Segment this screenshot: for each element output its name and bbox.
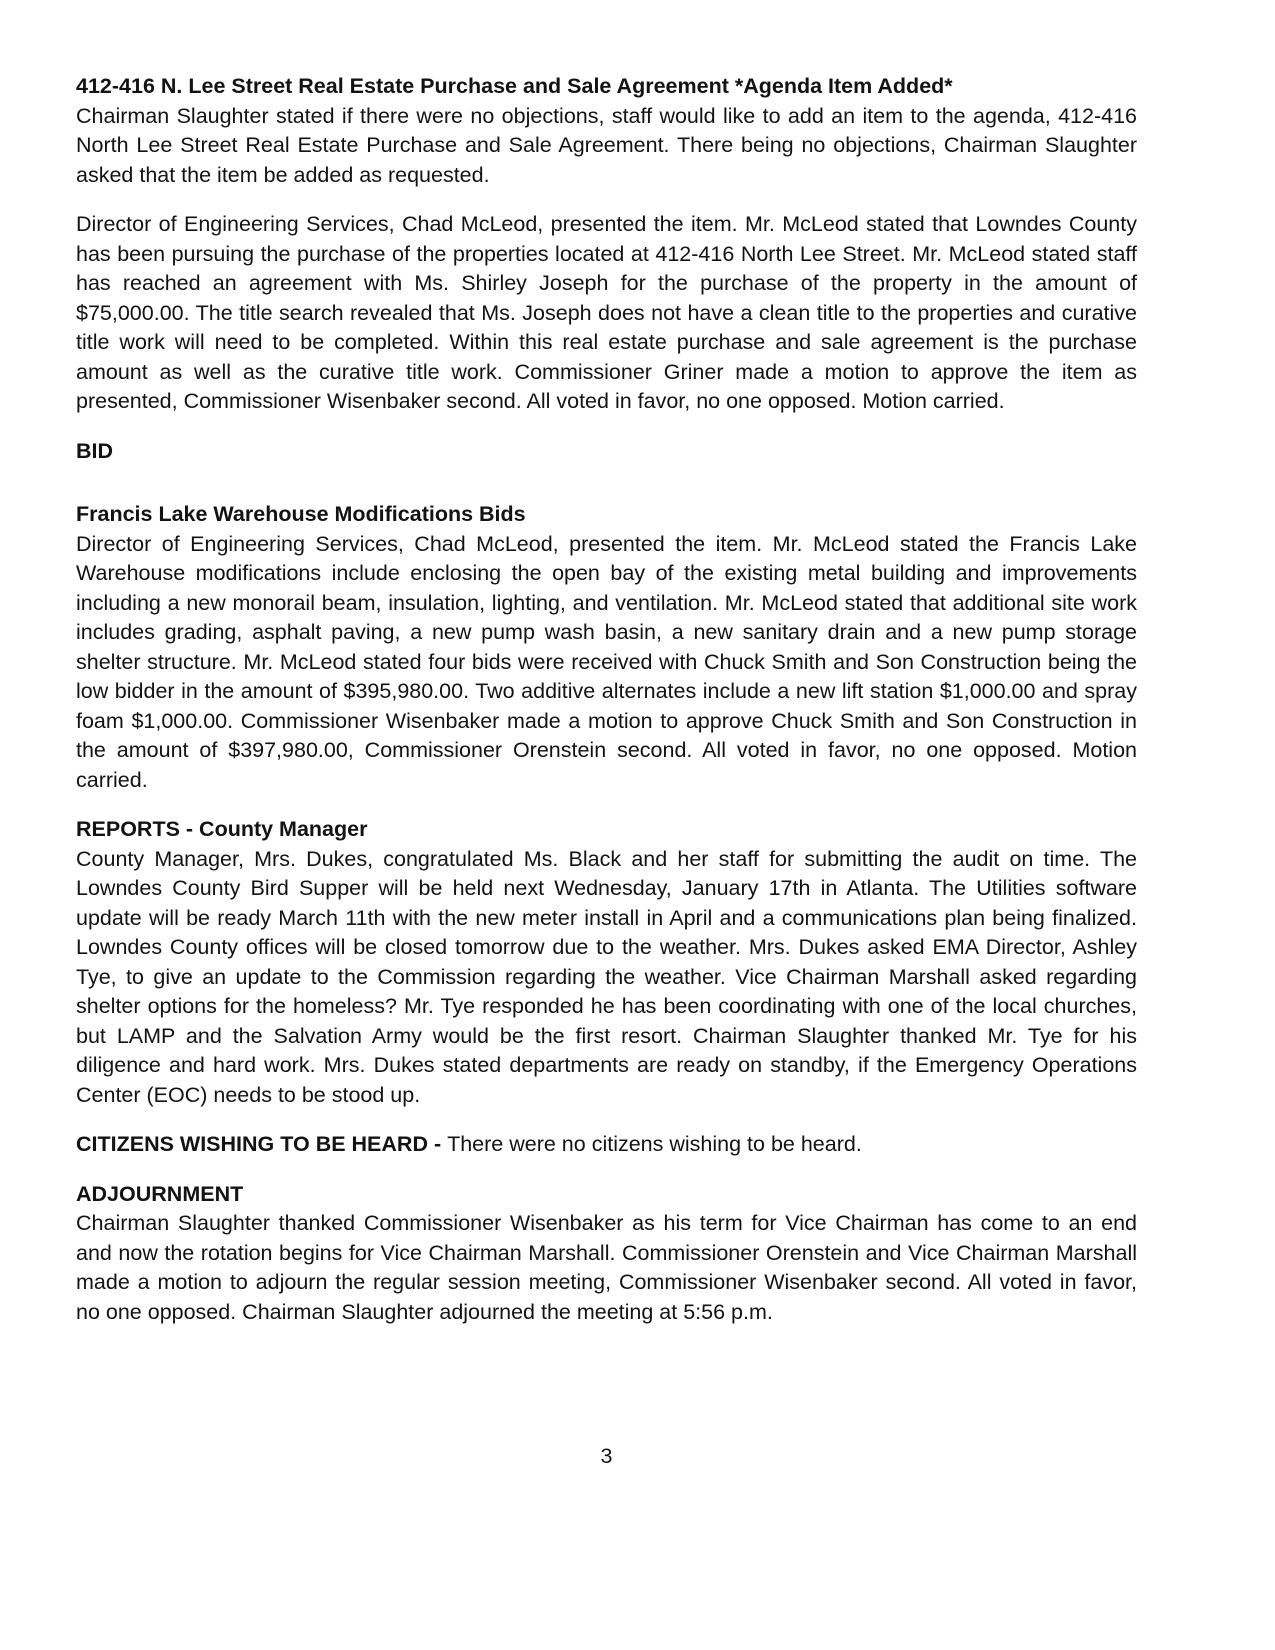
francis-lake-paragraph: Director of Engineering Services, Chad McLeod, presented the item. Mr. McLeod stated the Francis Lake Warehouse modifications include enclosing the open bay of the existing metal building and improvements including a new monorail beam, insulation, lighting, and ventilation. Mr. McLeod stated that additional site work includes grading, asphalt paving, a new pump wash basin, a new sanitary drain and a new pump storage shelter structure. Mr. McLeod stated four bids were received with Chuck Smith and Son Construction being the low bidder in the amount of $395,980.00. Two additive alternates include a new lift station $1,000.00 and spray foam $1,000.00. Commissioner Wisenbaker made a motion to approve Chuck Smith and Son Construction in the amount of $397,980.00, Commissioner Orenstein second. All voted in favor, no one opposed. Motion carried. [76, 531, 1137, 792]
reports-paragraph: County Manager, Mrs. Dukes, congratulated Ms. Black and her staff for submitting the audit on time. The Lowndes County Bird Supper will be held next Wednesday, January 17th in Atlanta. The Utilities software update will be ready March 11th with the new meter install in April and a communications plan being finalized. Lowndes County offices will be closed tomorrow due to the weather. Mrs. Dukes asked EMA Director, Ashley Tye, to give an update to the Commission regarding the weather. Vice Chairman Marshall asked regarding shelter options for the homeless? Mr. Tye responded he has been coordinating with one of the local churches, but LAMP and the Salvation Army would be the first resort. Chairman Slaughter thanked Mr. Tye for his diligence and hard work. Mrs. Dukes stated departments are ready on standby, if the Emergency Operations Center (EOC) needs to be stood up. [76, 846, 1137, 1107]
section-adjournment [76, 1180, 1137, 1328]
section-reports-county-manager [76, 815, 1137, 1110]
bid-heading: BID [76, 438, 114, 463]
citizens-line [76, 1130, 1137, 1160]
citizens-text: There were no citizens wishing to be heard. [447, 1132, 862, 1156]
page-number: 3 [600, 1444, 613, 1468]
lee-street-paragraph-1: Chairman Slaughter stated if there were no objections, staff would like to add an item to the agenda, 412-416 North Lee Street Real Estate Purchase and Sale Agreement. There being no objections, Chairman Slaughter asked that the item be added as requested. [76, 103, 1137, 187]
section-francis-lake-bids [76, 500, 1137, 795]
section-citizens-wishing-to-be-heard [76, 1130, 1137, 1160]
lee-street-heading: 412-416 N. Lee Street Real Estate Purchase and Sale Agreement *Agenda Item Added* [76, 74, 953, 98]
section-bid [76, 437, 1137, 467]
francis-lake-heading: Francis Lake Warehouse Modifications Bids [76, 502, 526, 526]
section-lee-street-agreement [76, 72, 1137, 417]
adjournment-paragraph: Chairman Slaughter thanked Commissioner Wisenbaker as his term for Vice Chairman has come to an end and now the rotation begins for Vice Chairman Marshall. Commissioner Orenstein and Vice Chairman Marshall made a motion to adjourn the regular session meeting, Commissioner Wisenbaker second. All voted in favor, no one opposed. Chairman Slaughter adjourned the meeting at 5:56 p.m. [76, 1211, 1137, 1324]
page-footer [76, 1442, 1137, 1472]
citizens-heading: CITIZENS WISHING TO BE HEARD - [76, 1132, 448, 1156]
adjournment-heading: ADJOURNMENT [76, 1181, 244, 1206]
lee-street-paragraph-2: Director of Engineering Services, Chad McLeod, presented the item. Mr. McLeod stated that Lowndes County has been pursuing the purchase of the properties located at 412-416 North Lee Street. Mr. McLeod stated staff has reached an agreement with Ms. Shirley Joseph for the purchase of the property in the amount of $75,000.00. The title search revealed that Ms. Joseph does not have a clean title to the properties and curative title work will need to be completed. Within this real estate purchase and sale agreement is the purchase amount as well as the curative title work. Commissioner Griner made a motion to approve the item as presented, Commissioner Wisenbaker second. All voted in favor, no one opposed. Motion carried. [76, 212, 1137, 413]
reports-heading: REPORTS - County Manager [76, 817, 368, 841]
